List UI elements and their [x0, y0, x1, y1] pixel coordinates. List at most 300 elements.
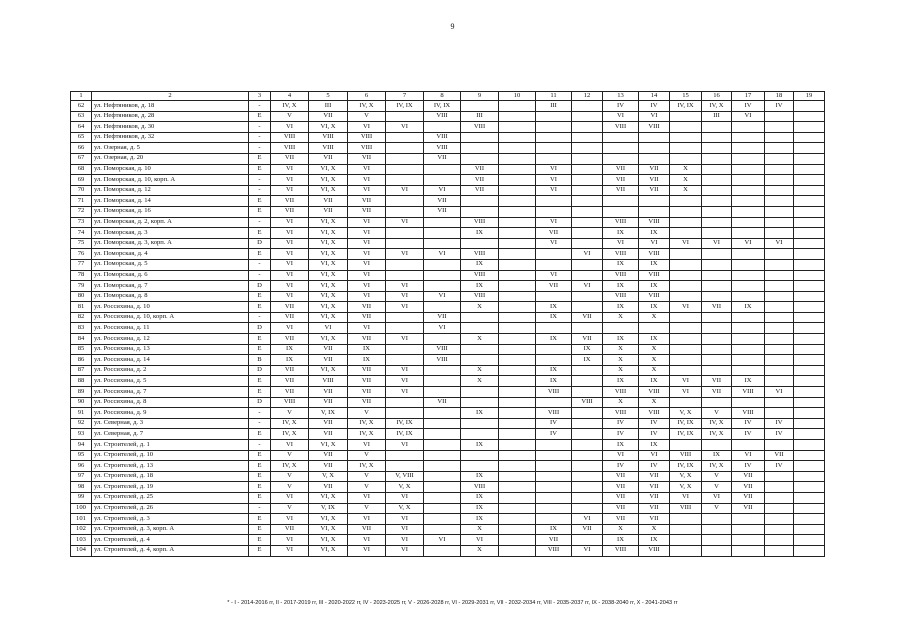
schedule-cell: VI	[348, 514, 386, 525]
schedule-cell: VII	[639, 514, 670, 525]
schedule-cell: VI	[424, 185, 461, 196]
address-cell: ул. Строителей, д. 25	[92, 492, 249, 503]
schedule-cell: VII	[639, 185, 670, 196]
schedule-cell	[702, 143, 732, 154]
schedule-cell	[670, 270, 702, 281]
schedule-cell	[424, 175, 461, 186]
schedule-cell	[424, 408, 461, 419]
schedule-cell: VI	[348, 545, 386, 556]
schedule-cell	[732, 153, 765, 164]
schedule-cell	[424, 334, 461, 345]
table-row	[71, 175, 825, 186]
schedule-cell: IX	[536, 312, 572, 323]
schedule-cell: VIII	[461, 122, 499, 133]
schedule-cell: VII	[309, 429, 348, 440]
schedule-cell: VII	[424, 153, 461, 164]
schedule-cell	[765, 217, 794, 228]
address-cell: ул. Россихина, д. 9	[92, 408, 249, 419]
schedule-cell: VII	[603, 471, 639, 482]
schedule-cell: VI, X	[309, 302, 348, 313]
schedule-cell	[536, 143, 572, 154]
schedule-cell	[536, 355, 572, 366]
schedule-cell	[670, 249, 702, 260]
schedule-cell: VII	[271, 312, 309, 323]
schedule-cell	[499, 376, 536, 387]
schedule-cell	[765, 344, 794, 355]
schedule-cell: X	[639, 344, 670, 355]
header-cell: 15	[670, 92, 702, 101]
header-cell: 5	[309, 92, 348, 101]
schedule-cell	[702, 217, 732, 228]
schedule-cell	[499, 545, 536, 556]
table-row	[71, 206, 825, 217]
table-body	[71, 92, 825, 557]
schedule-cell	[702, 355, 732, 366]
header-cell: 11	[536, 92, 572, 101]
schedule-cell	[603, 132, 639, 143]
address-cell: ул. Поморская, д. 5	[92, 259, 249, 270]
schedule-cell	[386, 196, 424, 207]
schedule-cell: VIII	[603, 408, 639, 419]
row-number-cell: 95	[71, 450, 92, 461]
schedule-cell: VII	[309, 450, 348, 461]
schedule-cell: IX	[536, 376, 572, 387]
schedule-cell	[572, 238, 603, 249]
schedule-cell	[424, 281, 461, 292]
schedule-cell	[461, 429, 499, 440]
schedule-cell	[732, 334, 765, 345]
schedule-cell: VI	[386, 524, 424, 535]
address-cell: ул. Поморская, д. 16	[92, 206, 249, 217]
schedule-cell	[461, 206, 499, 217]
schedule-cell	[536, 492, 572, 503]
schedule-cell: IX	[271, 355, 309, 366]
schedule-cell	[794, 228, 825, 239]
address-cell: ул. Россихина, д. 7	[92, 387, 249, 398]
schedule-cell	[702, 153, 732, 164]
schedule-cell: VIII	[424, 111, 461, 122]
schedule-cell: VIII	[424, 132, 461, 143]
schedule-cell	[765, 376, 794, 387]
schedule-cell	[572, 376, 603, 387]
row-number-cell: 80	[71, 291, 92, 302]
schedule-cell	[461, 143, 499, 154]
schedule-cell	[639, 143, 670, 154]
schedule-cell	[536, 111, 572, 122]
schedule-cell	[702, 196, 732, 207]
schedule-cell: VII	[732, 503, 765, 514]
table-row	[71, 122, 825, 133]
schedule-cell	[499, 132, 536, 143]
schedule-cell: E	[249, 334, 271, 345]
row-number-cell: 94	[71, 440, 92, 451]
address-cell: ул. Строителей, д. 19	[92, 482, 249, 493]
schedule-cell: D	[249, 281, 271, 292]
schedule-cell: IV	[603, 101, 639, 112]
schedule-cell	[424, 503, 461, 514]
address-cell: ул. Поморская, д. 14	[92, 196, 249, 207]
schedule-cell	[670, 281, 702, 292]
schedule-cell	[702, 365, 732, 376]
schedule-cell: VI, X	[309, 217, 348, 228]
schedule-cell: VII	[639, 164, 670, 175]
schedule-cell	[765, 164, 794, 175]
row-number-cell: 98	[71, 482, 92, 493]
schedule-cell: E	[249, 164, 271, 175]
schedule-cell: VIII	[639, 387, 670, 398]
schedule-cell: VI	[271, 259, 309, 270]
schedule-cell	[499, 514, 536, 525]
schedule-cell: IX	[348, 344, 386, 355]
schedule-cell	[670, 291, 702, 302]
schedule-cell	[386, 132, 424, 143]
schedule-cell: VI	[271, 238, 309, 249]
table-row	[71, 249, 825, 260]
schedule-cell	[386, 397, 424, 408]
schedule-cell	[732, 249, 765, 260]
schedule-cell: X	[603, 344, 639, 355]
header-cell: 13	[603, 92, 639, 101]
schedule-cell: IV	[603, 461, 639, 472]
schedule-cell	[572, 175, 603, 186]
schedule-cell: IV, IX	[670, 101, 702, 112]
schedule-cell	[765, 175, 794, 186]
schedule-cell	[424, 217, 461, 228]
schedule-cell	[424, 418, 461, 429]
schedule-cell: E	[249, 514, 271, 525]
schedule-cell: VI	[572, 281, 603, 292]
schedule-cell	[794, 344, 825, 355]
row-number-cell: 73	[71, 217, 92, 228]
schedule-cell: VI	[386, 440, 424, 451]
schedule-cell: IV, X	[702, 461, 732, 472]
schedule-cell: VII	[732, 482, 765, 493]
address-cell: ул. Строителей, д. 18	[92, 471, 249, 482]
schedule-cell: D	[249, 365, 271, 376]
schedule-cell	[572, 440, 603, 451]
schedule-cell	[670, 196, 702, 207]
schedule-cell	[732, 355, 765, 366]
schedule-cell: VII	[424, 196, 461, 207]
schedule-cell: IV, IX	[386, 429, 424, 440]
schedule-cell	[765, 535, 794, 546]
schedule-cell: VI	[702, 492, 732, 503]
schedule-cell	[794, 259, 825, 270]
table-row	[71, 503, 825, 514]
schedule-cell: IV, IX	[670, 461, 702, 472]
address-cell: ул. Строителей, д. 10	[92, 450, 249, 461]
schedule-cell: VII	[461, 175, 499, 186]
schedule-cell	[499, 524, 536, 535]
schedule-cell: -	[249, 143, 271, 154]
schedule-cell: VI	[572, 514, 603, 525]
schedule-cell	[765, 185, 794, 196]
schedule-cell	[702, 228, 732, 239]
schedule-cell	[536, 503, 572, 514]
schedule-cell: -	[249, 122, 271, 133]
schedule-cell	[732, 344, 765, 355]
address-cell: ул. Озерная, д. 20	[92, 153, 249, 164]
schedule-cell	[536, 206, 572, 217]
schedule-cell	[732, 122, 765, 133]
schedule-cell: IX	[603, 281, 639, 292]
schedule-cell: VI	[386, 376, 424, 387]
schedule-cell	[572, 164, 603, 175]
schedule-cell: VIII	[670, 450, 702, 461]
table-row	[71, 450, 825, 461]
schedule-cell: VIII	[603, 249, 639, 260]
schedule-cell	[461, 418, 499, 429]
schedule-cell: IX	[461, 440, 499, 451]
schedule-cell: IX	[461, 408, 499, 419]
schedule-cell	[732, 365, 765, 376]
table-row	[71, 365, 825, 376]
table-row	[71, 312, 825, 323]
schedule-cell: VIII	[424, 143, 461, 154]
schedule-cell	[794, 492, 825, 503]
schedule-cell: VII	[424, 397, 461, 408]
schedule-cell: VIII	[348, 143, 386, 154]
header-cell: 8	[424, 92, 461, 101]
schedule-cell: VII	[348, 206, 386, 217]
schedule-cell	[670, 122, 702, 133]
header-cell: 9	[461, 92, 499, 101]
schedule-cell	[386, 355, 424, 366]
schedule-cell: D	[249, 323, 271, 334]
schedule-cell	[536, 514, 572, 525]
schedule-cell: IV	[732, 461, 765, 472]
schedule-cell: VII	[603, 514, 639, 525]
schedule-cell: IX	[639, 302, 670, 313]
schedule-cell: IV, X	[271, 418, 309, 429]
schedule-cell	[424, 471, 461, 482]
schedule-cell: V, X	[386, 503, 424, 514]
row-number-cell: 71	[71, 196, 92, 207]
table-row	[71, 397, 825, 408]
schedule-cell: III	[702, 111, 732, 122]
header-cell: 1	[71, 92, 92, 101]
schedule-cell: VI	[670, 302, 702, 313]
row-number-cell: 90	[71, 397, 92, 408]
table-row	[71, 524, 825, 535]
schedule-cell	[536, 482, 572, 493]
schedule-cell	[424, 514, 461, 525]
address-cell: ул. Россихина, д. 11	[92, 323, 249, 334]
schedule-cell	[572, 143, 603, 154]
schedule-cell	[572, 387, 603, 398]
page-number: 9	[450, 22, 455, 31]
address-cell: ул. Россихина, д. 10	[92, 302, 249, 313]
schedule-cell	[702, 164, 732, 175]
schedule-cell	[424, 461, 461, 472]
schedule-cell	[572, 482, 603, 493]
schedule-cell: -	[249, 270, 271, 281]
schedule-cell: VII	[271, 334, 309, 345]
schedule-cell	[765, 143, 794, 154]
address-cell: ул. Россихина, д. 12	[92, 334, 249, 345]
schedule-cell: IX	[461, 514, 499, 525]
address-cell: ул. Нефтяников, д. 32	[92, 132, 249, 143]
schedule-cell: IX	[536, 302, 572, 313]
schedule-cell	[499, 153, 536, 164]
schedule-cell: VIII	[424, 355, 461, 366]
schedule-cell: VI	[639, 450, 670, 461]
schedule-cell: IX	[603, 302, 639, 313]
schedule-cell: IX	[702, 450, 732, 461]
schedule-cell: V	[271, 111, 309, 122]
schedule-cell	[461, 323, 499, 334]
table-row	[71, 355, 825, 366]
schedule-cell	[499, 323, 536, 334]
schedule-cell: IX	[461, 471, 499, 482]
schedule-cell: VII	[572, 524, 603, 535]
schedule-cell	[702, 122, 732, 133]
schedule-cell: VII	[702, 302, 732, 313]
schedule-cell: VII	[271, 153, 309, 164]
schedule-cell: IX	[639, 281, 670, 292]
schedule-cell: IX	[271, 344, 309, 355]
address-cell: ул. Поморская, д. 3	[92, 228, 249, 239]
schedule-cell	[499, 312, 536, 323]
schedule-cell: X	[603, 524, 639, 535]
schedule-cell: VI	[271, 291, 309, 302]
schedule-cell: V	[348, 503, 386, 514]
schedule-cell: VII	[765, 450, 794, 461]
address-cell: ул. Северная, д. 7	[92, 429, 249, 440]
schedule-cell: VII	[603, 482, 639, 493]
schedule-cell	[794, 249, 825, 260]
schedule-cell: V	[348, 482, 386, 493]
schedule-cell	[386, 238, 424, 249]
row-number-cell: 96	[71, 461, 92, 472]
schedule-cell	[794, 376, 825, 387]
schedule-cell	[499, 185, 536, 196]
schedule-cell: V	[702, 482, 732, 493]
schedule-cell	[670, 524, 702, 535]
schedule-cell: VI	[271, 270, 309, 281]
schedule-cell	[794, 365, 825, 376]
schedule-cell: E	[249, 206, 271, 217]
schedule-cell: IX	[461, 259, 499, 270]
row-number-cell: 66	[71, 143, 92, 154]
schedule-cell	[670, 545, 702, 556]
schedule-cell: VI	[386, 545, 424, 556]
schedule-cell: VIII	[461, 270, 499, 281]
schedule-cell	[794, 206, 825, 217]
schedule-cell	[386, 175, 424, 186]
schedule-cell: E	[249, 429, 271, 440]
schedule-cell: VIII	[732, 387, 765, 398]
address-cell: ул. Россихина, д. 5	[92, 376, 249, 387]
schedule-cell	[794, 164, 825, 175]
schedule-cell: VII	[424, 312, 461, 323]
address-cell: ул. Нефтяников, д. 28	[92, 111, 249, 122]
schedule-cell	[702, 397, 732, 408]
schedule-cell: E	[249, 492, 271, 503]
schedule-cell	[499, 355, 536, 366]
schedule-cell	[424, 387, 461, 398]
schedule-cell: VIII	[732, 408, 765, 419]
schedule-cell	[572, 259, 603, 270]
schedule-cell: X	[670, 164, 702, 175]
address-cell: ул. Поморская, д. 3, корп. А	[92, 238, 249, 249]
schedule-cell	[639, 153, 670, 164]
schedule-cell: VI	[348, 249, 386, 260]
schedule-cell: VIII	[603, 270, 639, 281]
table-row	[71, 228, 825, 239]
schedule-cell: VI, X	[309, 270, 348, 281]
schedule-cell: VI	[348, 185, 386, 196]
schedule-cell	[670, 365, 702, 376]
schedule-cell: IV	[765, 429, 794, 440]
schedule-cell: VIII	[271, 132, 309, 143]
schedule-cell: VI	[670, 238, 702, 249]
schedule-cell: VII	[309, 418, 348, 429]
schedule-cell: VIII	[639, 217, 670, 228]
schedule-cell: VII	[603, 164, 639, 175]
schedule-cell	[572, 291, 603, 302]
schedule-cell: VI	[732, 238, 765, 249]
schedule-cell	[536, 440, 572, 451]
schedule-cell: VI, X	[309, 545, 348, 556]
schedule-cell: X	[639, 355, 670, 366]
schedule-cell: E	[249, 471, 271, 482]
schedule-cell	[794, 514, 825, 525]
schedule-cell	[603, 196, 639, 207]
schedule-cell	[765, 259, 794, 270]
schedule-cell: VI	[348, 535, 386, 546]
schedule-cell	[794, 355, 825, 366]
schedule-cell	[794, 143, 825, 154]
schedule-cell	[386, 164, 424, 175]
schedule-cell	[765, 514, 794, 525]
schedule-cell	[794, 535, 825, 546]
address-cell: ул. Поморская, д. 8	[92, 291, 249, 302]
schedule-cell: X	[461, 334, 499, 345]
schedule-cell	[499, 143, 536, 154]
address-cell: ул. Россихина, д. 2	[92, 365, 249, 376]
schedule-cell	[794, 397, 825, 408]
schedule-cell: VIII	[603, 122, 639, 133]
schedule-cell	[572, 503, 603, 514]
row-number-cell: 76	[71, 249, 92, 260]
table-row	[71, 334, 825, 345]
schedule-cell	[424, 302, 461, 313]
header-cell: 2	[92, 92, 249, 101]
schedule-cell	[536, 344, 572, 355]
table-row	[71, 408, 825, 419]
schedule-cell: VI	[348, 323, 386, 334]
schedule-cell	[499, 365, 536, 376]
schedule-cell	[670, 397, 702, 408]
row-number-cell: 103	[71, 535, 92, 546]
schedule-cell: E	[249, 524, 271, 535]
schedule-cell: V, X	[670, 482, 702, 493]
schedule-cell: VI	[639, 238, 670, 249]
schedule-cell: IV	[732, 429, 765, 440]
schedule-cell: III	[309, 101, 348, 112]
table-row	[71, 111, 825, 122]
schedule-cell	[386, 259, 424, 270]
schedule-cell	[572, 302, 603, 313]
schedule-cell: VII	[603, 185, 639, 196]
address-cell: ул. Строителей, д. 13	[92, 461, 249, 472]
schedule-cell	[732, 270, 765, 281]
address-cell: ул. Поморская, д. 4	[92, 249, 249, 260]
schedule-cell: VIII	[670, 503, 702, 514]
schedule-cell	[794, 196, 825, 207]
schedule-cell: VI	[670, 492, 702, 503]
